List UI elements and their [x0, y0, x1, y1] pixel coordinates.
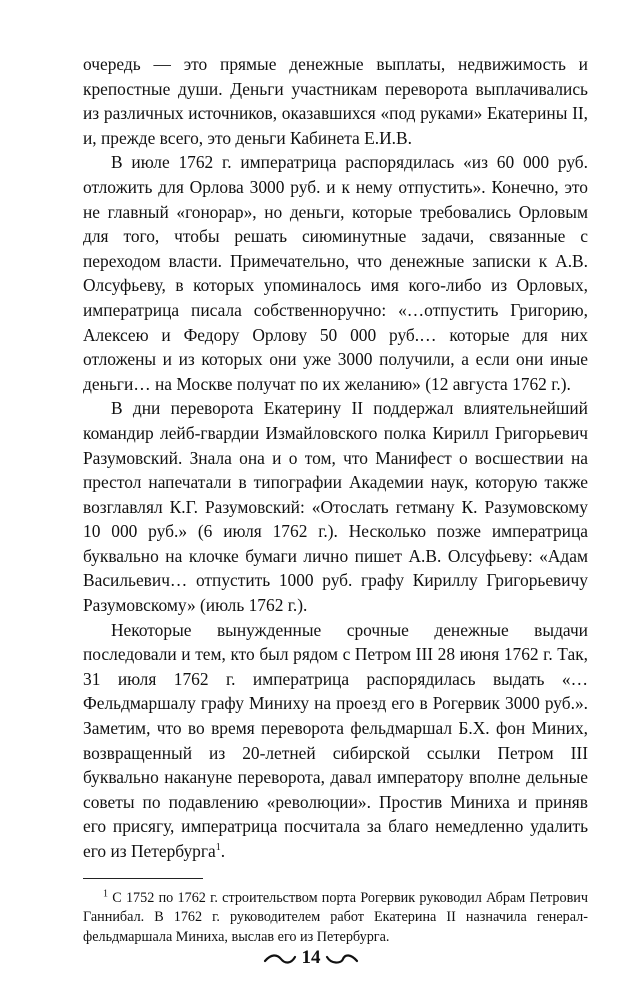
right-swash-ornament [325, 952, 359, 966]
paragraph-2: В июле 1762 г. императрица распорядилась «из 60 000 руб. отложить для Орлова 3000 руб. и к нему отпустить». Конечно, это не главный «гонорар», но деньги, которые требовались Орловым для того, чтобы решать сиюминутные задачи, связанные с переходом власти. Примечательно, что денежные записки к А.В. Олсуфьеву, в которых упоминалось имя кого-либо из Орловых, императрица писала собственноручно: «…отпустить Григорию, Алексею и Федору Орлову 50 000 руб.… которые для них отложены и из которых они уже 3000 получили, а если они иные деньги… на Москве получат по их желанию» (12 августа 1762 г.). [83, 152, 588, 394]
footnote [83, 889, 588, 948]
page-body [83, 52, 588, 947]
footnote-mark: 1 [103, 887, 108, 899]
paragraph-4-text: Некоторые вынужденные срочные денежные выдачи последовали и тем, кто был рядом с Петром III 28 июня 1762 г. Так, 31 июля 1762 г. императрица распорядилась выдать «…Фельдмаршалу графу Миниху на проезд его в Рогервик 3000 руб.». Заметим, что во время переворота фельдмаршал Б.Х. фон Миних, возвращенный из 20-летней сибирской ссылки Петром III буквально накануне переворота, давал императору вполне дельные советы по подавлению «революции». Простив Миниха и приняв его присягу, императрица посчитала за благо немедленно удалить его из Петербурга [83, 619, 588, 861]
footnote-text: С 1752 по 1762 г. строительством порта Рогервик руководил Абрам Петрович Ганнибал. В 1762 г. руководителем работ Екатерина II назначила генерал-фельдмаршала Миниха, выслав его из Петербурга. [83, 889, 588, 945]
left-swash-ornament [263, 952, 297, 966]
paragraph-1: очередь — это прямые денежные выплаты, недвижимость и крепостные души. Деньги участникам переворота выплачивались из различных источников, оказавшихся «под руками» Екатерины II, и, прежде всего, это деньги Кабинета Е.И.В. [83, 54, 588, 148]
footnote-reference: 1 [215, 842, 221, 854]
footnote-divider [83, 878, 203, 879]
paragraph-4: Некоторые вынужденные срочные денежные выдачи последовали и тем, кто был рядом с Петром III 28 июня 1762 г. Так, 31 июля 1762 г. императрица распорядилась выдать «…Фельдмаршалу графу Миниху на проезд его в Рогервик 3000 руб.». Заметим, что во время переворота фельдмаршал Б.Х. фон Миних, возвращенный из 20-летней сибирской ссылки Петром III буквально накануне переворота, давал императору вполне дельные советы по подавлению «революции». Простив Миниха и приняв его присягу, императрица посчитала за благо немедленно удалить его из Петербурга$^1$. [83, 619, 588, 861]
paragraph-3: В дни переворота Екатерину II поддержал влиятельнейший командир лейб-гвардии Измайловского полка Кирилл Григорьевич Разумовский. Знала она и о том, что Манифест о восшествии на престол напечатали в типографии Академии наук, которую также возглавлял К.Г. Разумовский: «Отослать гетману К. Разумовскому 10 000 руб.» (6 июля 1762 г.). Несколько позже императрица буквально на клочке бумаги лично пишет А.В. Олсуфьеву: «Адам Васильевич… отпустить 1000 руб. графу Кириллу Григорьевичу Разумовскому» (июль 1762 г.). [83, 398, 588, 616]
page-number-value: 14 [301, 947, 321, 968]
page-number [0, 946, 622, 970]
